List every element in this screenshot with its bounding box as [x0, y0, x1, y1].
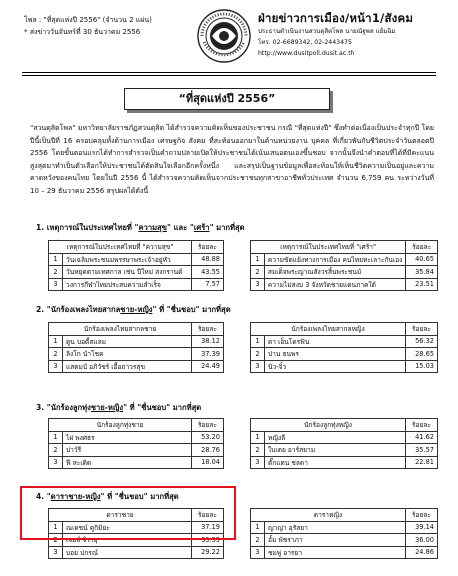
- item-cell: ความขัดแย้งทางการเมือง คนไทยทะเลาะกันเอง: [264, 253, 405, 266]
- item-cell: ดา เอ็นโดรฟิน: [265, 335, 406, 348]
- section-title-3: 3. "นักร้องลูกทุ่งชาย-หญิง" ที่ "ชื่นชอบ" มากที่สุด: [36, 403, 202, 412]
- percent-cell: 35.84: [406, 266, 438, 279]
- percent-cell: 24.49: [192, 360, 224, 373]
- percent-cell: 24.86: [406, 546, 438, 559]
- table-header-row: [49, 419, 224, 432]
- table-row: [49, 546, 224, 559]
- table-row: [49, 266, 224, 279]
- column-header-percent: ร้อยละ: [406, 419, 438, 432]
- item-cell: ตูน บอดี้สแลม: [63, 335, 192, 348]
- rank-cell: 3: [49, 456, 63, 469]
- item-cell: ไผ่ พงศธร: [63, 431, 192, 444]
- item-cell: หญิงลี: [265, 431, 406, 444]
- rank-cell: 3: [49, 546, 63, 559]
- item-cell: สมเด็จพระญาณสังวรสิ้นพระชนม์: [264, 266, 405, 279]
- release-date-line: * ส่งข่าววันจันทร์ที่ 30 ธันวาคม 2556: [24, 28, 141, 36]
- table-row: [251, 278, 438, 291]
- rank-cell: 3: [251, 278, 265, 291]
- item-cell: ญาญ่า อุรัสยา: [265, 521, 406, 534]
- percent-cell: 39.14: [406, 521, 438, 534]
- table-row: [251, 456, 438, 469]
- rank-cell: 2: [49, 266, 63, 279]
- rank-cell: 1: [49, 521, 63, 534]
- table-luk-thung-female: [250, 418, 438, 469]
- section-title-2: 2. "นักร้องเพลงไทยสากลชาย-หญิง" ที่ "ชื่นชอบ" มากที่สุด: [36, 305, 231, 314]
- table-row: [251, 534, 438, 547]
- percent-cell: 37.39: [192, 348, 224, 361]
- percent-cell: 38.12: [192, 335, 224, 348]
- table-luk-thung-male: [48, 418, 224, 469]
- item-cell: บอย ปกรณ์: [63, 546, 192, 559]
- column-header-name: ดาราหญิง: [251, 509, 406, 522]
- column-header-name: นักร้องเพลงไทยสากลชาย: [49, 323, 192, 336]
- rank-cell: 3: [251, 546, 265, 559]
- table-row: [49, 444, 224, 457]
- highlight-box: [20, 486, 236, 540]
- table-row: [251, 431, 438, 444]
- table-row: [49, 360, 224, 373]
- percent-cell: 7.57: [192, 278, 224, 291]
- column-header-percent: ร้อยละ: [406, 241, 438, 254]
- percent-cell: 22.81: [406, 456, 438, 469]
- table-row: [49, 278, 224, 291]
- table-row: [251, 348, 438, 361]
- table-row: [49, 456, 224, 469]
- suan-dusit-poll-logo: [196, 8, 252, 64]
- header-divider-2: [22, 75, 436, 76]
- rank-cell: 2: [251, 266, 265, 279]
- rank-cell: 2: [251, 534, 265, 547]
- rank-cell: 1: [49, 335, 63, 348]
- table-row: [251, 444, 438, 457]
- table-row: [49, 335, 224, 348]
- table-row: [49, 253, 224, 266]
- item-cell: ณเดชน์ คูกิมิยะ: [63, 521, 192, 534]
- header-divider: [22, 72, 436, 73]
- percent-cell: 40.65: [406, 253, 438, 266]
- column-header-name: เหตุการณ์ในประเทศไทยที่ "เศร้า": [251, 241, 406, 254]
- percent-cell: 28.76: [192, 444, 224, 457]
- rank-cell: 2: [251, 444, 265, 457]
- rank-cell: 1: [251, 521, 265, 534]
- item-cell: อั้ม พัชราภา: [265, 534, 406, 547]
- section-title-4: 4. "ดาราชาย-หญิง" ที่ "ชื่นชอบ" มากที่สุด: [36, 492, 179, 501]
- rank-cell: 1: [49, 431, 63, 444]
- intro-paragraph: "สวนดุสิตโพล" มหาวิทยาลัยราชภัฏสวนดุสิต ได้สำรวจความคิดเห็นของประชาชน กรณี "ที่สุดแห่งปี" ซึ่งทำต่อเนื่องเป็นประจำทุกปี โดยปีนี้เป็นปีที่ 16 ครอบคลุมทั้งด้านการเมือง เศรษฐกิจ สังคม ที่สะท้อนออกมาในด้านหน่วยงาน บุคคล ที่เกี่ยวพันกับชีวิตประจำวันตลอดปี 2556 โดยขั้นตอนแรกได้ทำการสำรวจเป็นคำถามปลายเปิดให้ประชาชนได้เน้นเสนอตนเองขึ้นชอบ จากนั้นจึงนำคำตอบที่ได้ที่มีคะแนนสูงสุดมาทำเป็นตัวเลือกให้ประชาชนได้ตัดสินใจเลือกอีกครั้งหนึ่ง และสรุปเป็นฐานข้อมูลเพื่อสะท้อนให้เห็นชีวิตความเป็นอยู่และความคาดหวังของคนไทย โดยในปี 2556 นี้ ได้สำรวจความคิดเห็นจากประชาชนทุกสาขาอาชีพทั่วประเทศ จำนวน 6,759 คน ระหว่างวันที่ 10 – 29 ธันวาคม 2556 สรุปผลได้ดังนี้: [30, 124, 434, 195]
- item-cell: ปาน ธนพร: [265, 348, 406, 361]
- percent-cell: 43.55: [192, 266, 224, 279]
- table-sad-events: [250, 240, 438, 291]
- percent-cell: 56.32: [406, 335, 438, 348]
- section-title-1: 1. เหตุการณ์ในประเทศไทยที่ "ความสุข" และ "เศร้า" มากที่สุด: [36, 223, 245, 232]
- percent-cell: 53.20: [192, 431, 224, 444]
- percent-cell: 29.22: [192, 546, 224, 559]
- rank-cell: 3: [49, 360, 63, 373]
- rank-cell: 1: [49, 253, 63, 266]
- director-line: ประธานดำเนินงานสวนดุสิตโพล นายณัฐพล แย้มฉิม: [258, 28, 396, 35]
- column-header-name: นักร้องลูกทุ่งชาย: [49, 419, 192, 432]
- table-row: [251, 546, 438, 559]
- item-cell: ใบเตย อาร์สยาม: [265, 444, 406, 457]
- poll-title-line: โพล : "ที่สุดแห่งปี 2556" (จำนวน 2 แผ่น): [24, 16, 152, 24]
- table-happy-events: [48, 240, 224, 291]
- column-header-name: ดาราชาย: [49, 509, 192, 522]
- table-header-row: [49, 241, 224, 254]
- rank-cell: 2: [49, 534, 63, 547]
- column-header-percent: ร้อยละ: [192, 509, 224, 522]
- department-name: ฝ่ายข่าวการเมือง/หน้า1/สังคม: [258, 11, 414, 25]
- percent-cell: 35.57: [406, 444, 438, 457]
- table-header-row: [251, 509, 438, 522]
- column-header-percent: ร้อยละ: [406, 509, 438, 522]
- header-left: [24, 14, 152, 38]
- percent-cell: 48.88: [192, 253, 224, 266]
- item-cell: แสตมป์ อภิวัชร์ เอื้อถาวรสุข: [63, 360, 192, 373]
- item-cell: ความไม่สงบ 3 จังหวัดชายแดนภาคใต้: [264, 278, 405, 291]
- item-cell: ปาว์รี: [63, 444, 192, 457]
- table-row: [251, 360, 438, 373]
- rank-cell: 3: [251, 456, 265, 469]
- table-row: [251, 253, 438, 266]
- rank-cell: 3: [251, 360, 265, 373]
- table-header-row: [49, 323, 224, 336]
- percent-cell: 18.04: [192, 456, 224, 469]
- rank-cell: 3: [49, 278, 63, 291]
- column-header-name: เหตุการณ์ในประเทศไทยที่ "ความสุข": [49, 241, 192, 254]
- column-header-name: นักร้องเพลงไทยสากลหญิง: [251, 323, 406, 336]
- rank-cell: 2: [49, 348, 63, 361]
- table-header-row: [251, 419, 438, 432]
- rank-cell: 2: [49, 444, 63, 457]
- phone-line: โทร. 02-6689342, 02-2443475: [258, 39, 352, 46]
- rank-cell: 1: [251, 253, 265, 266]
- table-row: [49, 348, 224, 361]
- item-cell: วันหยุดตามเทศกาล เช่น ปีใหม่ สงกรานต์: [63, 266, 192, 279]
- item-cell: วงการกีฬาไทยประสบความสำเร็จ: [63, 278, 192, 291]
- column-header-name: นักร้องลูกทุ่งหญิง: [251, 419, 406, 432]
- column-header-percent: ร้อยละ: [192, 241, 224, 254]
- percent-cell: 33.59: [192, 534, 224, 547]
- percent-cell: 23.51: [406, 278, 438, 291]
- column-header-percent: ร้อยละ: [192, 419, 224, 432]
- item-cell: นิว-จิ๋ว: [265, 360, 406, 373]
- percent-cell: 37.19: [192, 521, 224, 534]
- report-title: “ที่สุดแห่งปี 2556”: [124, 88, 330, 110]
- percent-cell: 36.00: [406, 534, 438, 547]
- table-pop-singers-female: [250, 322, 438, 373]
- table-row: [49, 431, 224, 444]
- website-line: http://www.dusitpoll.dusit.ac.th: [258, 50, 355, 57]
- rank-cell: 1: [251, 431, 265, 444]
- column-header-percent: ร้อยละ: [406, 323, 438, 336]
- table-row: [251, 266, 438, 279]
- item-cell: ตั๊กแตน ชลดา: [265, 456, 406, 469]
- item-cell: วันเฉลิมพระชนมพรรษาพระเจ้าอยู่หัว: [63, 253, 192, 266]
- percent-cell: 28.65: [406, 348, 438, 361]
- rank-cell: 2: [251, 348, 265, 361]
- table-actresses: [250, 508, 438, 559]
- percent-cell: 15.03: [406, 360, 438, 373]
- item-cell: ฟี สะเดิด: [63, 456, 192, 469]
- header-right: [258, 10, 454, 59]
- percent-cell: 41.62: [406, 431, 438, 444]
- table-header-row: [251, 241, 438, 254]
- rank-cell: 1: [251, 335, 265, 348]
- table-pop-singers-male: [48, 322, 224, 373]
- item-cell: ชมพู่ อารยา: [265, 546, 406, 559]
- column-header-percent: ร้อยละ: [192, 323, 224, 336]
- item-cell: ลิงโก นำโชค: [63, 348, 192, 361]
- table-header-row: [251, 323, 438, 336]
- table-row: [251, 521, 438, 534]
- item-cell: เจมส์ จิรายุ: [63, 534, 192, 547]
- table-row: [251, 335, 438, 348]
